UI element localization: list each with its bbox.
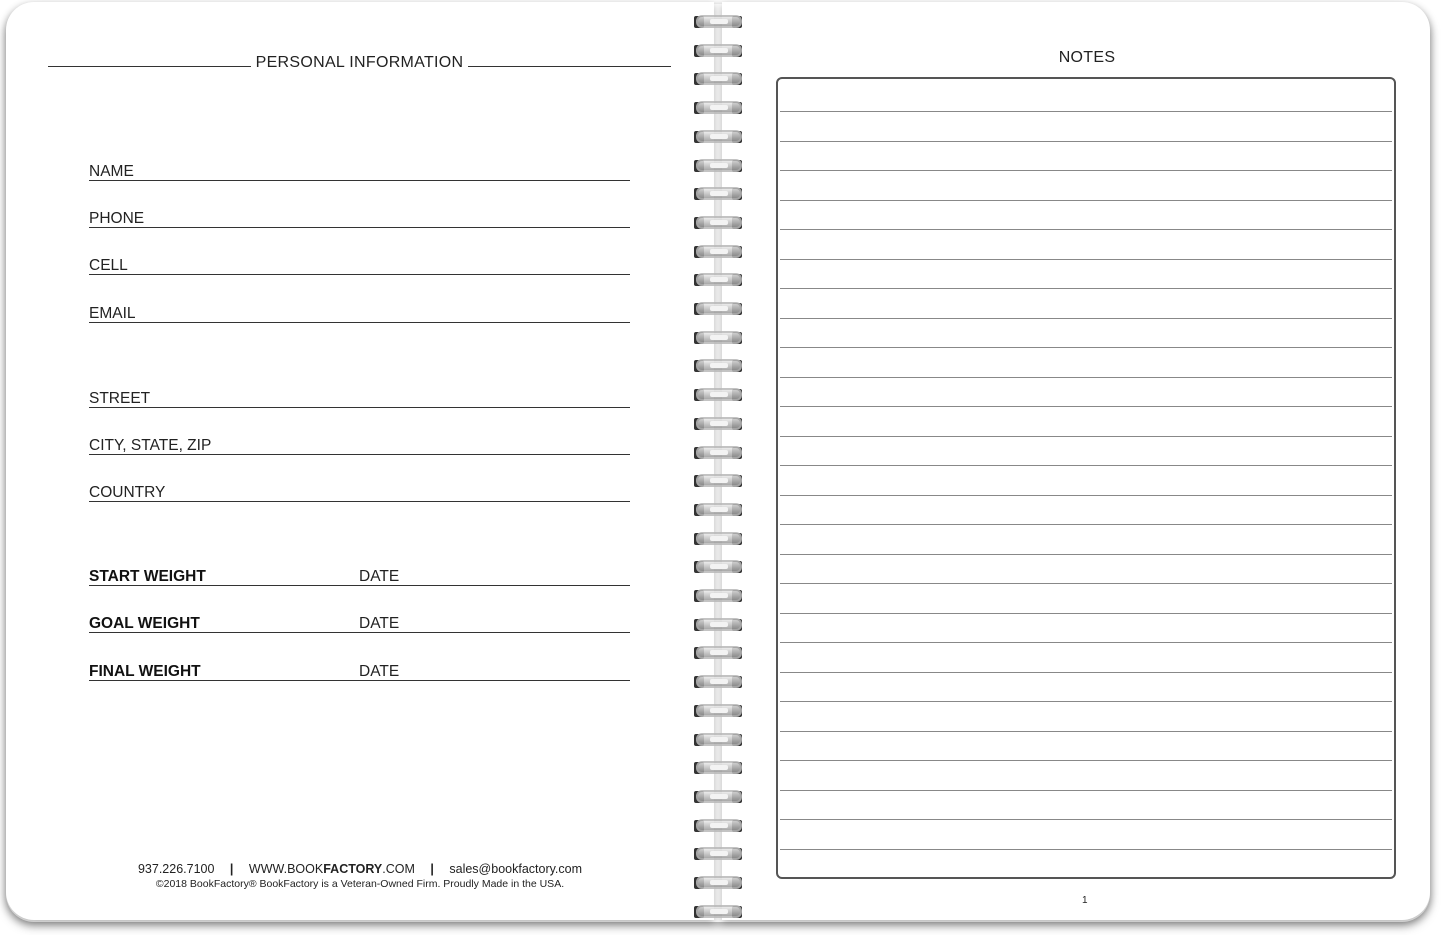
spiral-ring bbox=[688, 673, 750, 691]
spiral-ring bbox=[688, 415, 750, 433]
spiral-ring bbox=[688, 530, 750, 548]
spiral-ring bbox=[688, 587, 750, 605]
start-weight-field[interactable] bbox=[89, 565, 630, 586]
note-line bbox=[780, 583, 1392, 584]
footer-separator: | bbox=[430, 862, 434, 876]
note-line bbox=[780, 819, 1392, 820]
note-line bbox=[780, 170, 1392, 171]
name-label: NAME bbox=[89, 163, 134, 180]
note-line bbox=[780, 377, 1392, 378]
spiral-ring bbox=[688, 788, 750, 806]
spiral-ring bbox=[688, 42, 750, 60]
spiral-ring bbox=[688, 444, 750, 462]
cell-field[interactable] bbox=[89, 254, 630, 275]
phone-field[interactable] bbox=[89, 207, 630, 228]
note-line bbox=[780, 406, 1392, 407]
final-weight-label: FINAL WEIGHT bbox=[89, 663, 201, 680]
spiral-ring bbox=[688, 558, 750, 576]
spiral-ring bbox=[688, 70, 750, 88]
spiral-ring bbox=[688, 243, 750, 261]
spiral-ring bbox=[688, 845, 750, 863]
note-line bbox=[780, 613, 1392, 614]
spiral-ring bbox=[688, 300, 750, 318]
city-state-zip-field[interactable] bbox=[89, 434, 630, 455]
spiral-ring bbox=[688, 903, 750, 921]
website-brand: FACTORY bbox=[323, 862, 383, 876]
spiral-binding bbox=[688, 10, 750, 915]
spiral-ring bbox=[688, 759, 750, 777]
page-number: 1 bbox=[1082, 895, 1088, 906]
note-line bbox=[780, 790, 1392, 791]
name-field[interactable] bbox=[89, 160, 630, 181]
goal-date-label: DATE bbox=[359, 615, 400, 632]
note-line bbox=[780, 141, 1392, 142]
note-line bbox=[780, 849, 1392, 850]
spiral-ring bbox=[688, 817, 750, 835]
spiral-ring bbox=[688, 501, 750, 519]
note-line bbox=[780, 495, 1392, 496]
start-date-label: DATE bbox=[359, 568, 400, 585]
city-state-zip-label: CITY, STATE, ZIP bbox=[89, 437, 212, 454]
spiral-ring bbox=[688, 472, 750, 490]
spiral-ring bbox=[688, 644, 750, 662]
note-line bbox=[780, 111, 1392, 112]
footer-phone: 937.226.7100 bbox=[137, 862, 215, 876]
note-line bbox=[780, 554, 1392, 555]
note-line bbox=[780, 731, 1392, 732]
spiral-ring bbox=[688, 731, 750, 749]
notes-box[interactable] bbox=[776, 77, 1396, 879]
spiral-ring bbox=[688, 616, 750, 634]
note-line bbox=[780, 436, 1392, 437]
note-line bbox=[780, 524, 1392, 525]
footer-separator: | bbox=[229, 862, 234, 876]
website-prefix: WWW.BOOK bbox=[248, 862, 324, 876]
spiral-ring bbox=[688, 214, 750, 232]
start-weight-label: START WEIGHT bbox=[89, 568, 206, 585]
note-line bbox=[780, 642, 1392, 643]
goal-weight-label: GOAL WEIGHT bbox=[89, 615, 200, 632]
street-label: STREET bbox=[89, 390, 151, 407]
street-field[interactable] bbox=[89, 387, 630, 408]
footer-website[interactable] bbox=[249, 862, 415, 876]
footer-contact bbox=[6, 862, 714, 876]
spiral-ring bbox=[688, 874, 750, 892]
left-page bbox=[6, 2, 714, 920]
spiral-ring bbox=[688, 99, 750, 117]
spiral-ring bbox=[688, 357, 750, 375]
note-line bbox=[780, 200, 1392, 201]
country-field[interactable] bbox=[89, 481, 630, 502]
phone-label: PHONE bbox=[89, 210, 145, 227]
spiral-ring bbox=[688, 157, 750, 175]
note-line bbox=[780, 347, 1392, 348]
spiral-ring bbox=[688, 13, 750, 31]
right-page bbox=[722, 2, 1430, 920]
final-date-label: DATE bbox=[359, 663, 400, 680]
note-line bbox=[780, 229, 1392, 230]
note-line bbox=[780, 760, 1392, 761]
personal-information-title: PERSONAL INFORMATION bbox=[251, 54, 469, 71]
cell-label: CELL bbox=[89, 257, 128, 274]
note-line bbox=[780, 701, 1392, 702]
note-line bbox=[780, 259, 1392, 260]
final-weight-field[interactable] bbox=[89, 660, 630, 681]
spiral-ring bbox=[688, 128, 750, 146]
footer-email[interactable]: sales@bookfactory.com bbox=[449, 862, 583, 876]
spiral-ring bbox=[688, 702, 750, 720]
goal-weight-field[interactable] bbox=[89, 612, 630, 633]
email-label: EMAIL bbox=[89, 305, 136, 322]
spiral-ring bbox=[688, 271, 750, 289]
spiral-ring bbox=[688, 185, 750, 203]
footer-copyright: ©2018 BookFactory® BookFactory is a Veteran-Owned Firm. Proudly Made in the USA. bbox=[155, 878, 565, 890]
email-field[interactable] bbox=[89, 302, 630, 323]
note-line bbox=[780, 465, 1392, 466]
spiral-ring bbox=[688, 386, 750, 404]
note-line bbox=[780, 288, 1392, 289]
country-label: COUNTRY bbox=[89, 484, 166, 501]
note-line bbox=[780, 318, 1392, 319]
notes-title: NOTES bbox=[1058, 49, 1116, 66]
website-suffix: .COM bbox=[382, 862, 415, 876]
note-line bbox=[780, 672, 1392, 673]
personal-information-header bbox=[48, 54, 671, 72]
spiral-ring bbox=[688, 329, 750, 347]
